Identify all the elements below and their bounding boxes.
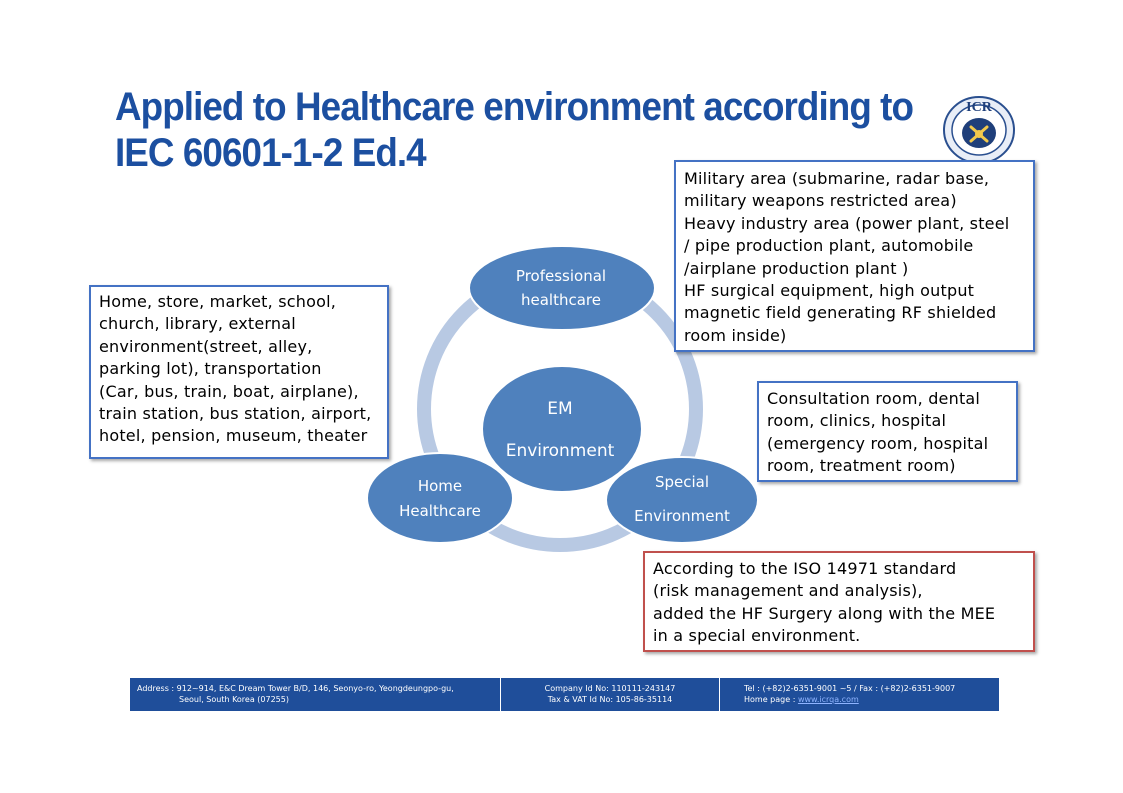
footer-bar	[130, 678, 999, 711]
footer-contact	[720, 678, 999, 711]
node-special-label-2: Environment	[634, 507, 730, 525]
node-em-label-1: EM	[547, 399, 573, 419]
home-env-line: church, library, external	[99, 314, 296, 334]
home-env-line: environment(street, alley,	[99, 336, 313, 356]
home-env-line: (Car, bus, train, boat, airplane),	[99, 381, 359, 401]
iso-note-line: added the HF Surgery along with the MEE	[653, 603, 996, 623]
special-env-line: Military area (submarine, radar base,	[684, 169, 990, 188]
footer-address-line-2: Seoul, South Korea (07255)	[179, 694, 289, 704]
professional-env-line: room, treatment room)	[767, 456, 956, 476]
footer-tax-id: Tax & VAT Id No: 105-86-35114	[547, 694, 673, 704]
footer-homepage-label: Home page :	[744, 694, 798, 704]
footer-address-line-1: Address : 912~914, E&C Dream Tower B/D, 146, Seonyo-ro, Yeongdeungpo-gu,	[137, 684, 454, 693]
title-line-1: Applied to Healthcare environment according to	[115, 85, 914, 129]
special-env-line: room inside)	[684, 325, 787, 345]
node-professional-label-2: healthcare	[521, 291, 601, 309]
home-env-line: parking lot), transportation	[99, 359, 322, 379]
logo-text: ICR	[966, 100, 992, 115]
special-env-line: magnetic field generating RF shielded	[684, 303, 997, 323]
node-professional-label-1: Professional	[515, 267, 607, 285]
iso-14971-note-box	[643, 551, 1035, 652]
professional-env-line: (emergency room, hospital	[767, 433, 989, 453]
special-environment-box	[674, 160, 1035, 352]
home-env-line: Home, store, market, school,	[99, 292, 336, 311]
node-professional-healthcare	[469, 246, 655, 330]
footer-company-ids	[501, 678, 720, 711]
special-env-line: HF surgical equipment, high output	[684, 281, 975, 301]
footer-homepage	[744, 695, 999, 706]
node-home-label-1: Home	[417, 477, 463, 495]
footer-company-id: Company Id No: 110111-243147	[544, 684, 676, 693]
special-env-line: military weapons restricted area)	[684, 191, 957, 211]
home-environment-box	[89, 285, 389, 459]
professional-environment-box	[757, 381, 1018, 482]
node-special-environment	[606, 457, 758, 543]
professional-env-line: Consultation room, dental	[767, 389, 981, 408]
node-home-label-2: Healthcare	[399, 502, 481, 520]
node-em-environment	[482, 366, 642, 492]
iso-note-line: (risk management and analysis),	[653, 581, 923, 601]
footer-address	[130, 678, 501, 711]
homepage-link[interactable]: www.icrqa.com	[797, 694, 859, 704]
iso-note-line: According to the ISO 14971 standard	[653, 559, 957, 578]
node-em-label-2: Environment	[505, 441, 615, 461]
iso-note-line: in a special environment.	[653, 626, 861, 646]
title-line-2: IEC 60601-1-2 Ed.4	[115, 131, 426, 175]
professional-env-line: room, clinics, hospital	[767, 411, 947, 431]
home-env-line: hotel, pension, museum, theater	[99, 426, 368, 446]
node-special-label-1: Special	[654, 473, 710, 491]
special-env-line: / pipe production plant, automobile	[684, 236, 974, 256]
special-env-line: Heavy industry area (power plant, steel	[684, 213, 1010, 233]
node-home-healthcare	[367, 453, 513, 543]
footer-tel-fax: Tel : (+82)2-6351-9001 ~5 / Fax : (+82)2-6351-9007	[744, 684, 956, 693]
special-env-line: /airplane production plant )	[684, 258, 909, 278]
home-env-line: train station, bus station, airport,	[99, 404, 372, 424]
